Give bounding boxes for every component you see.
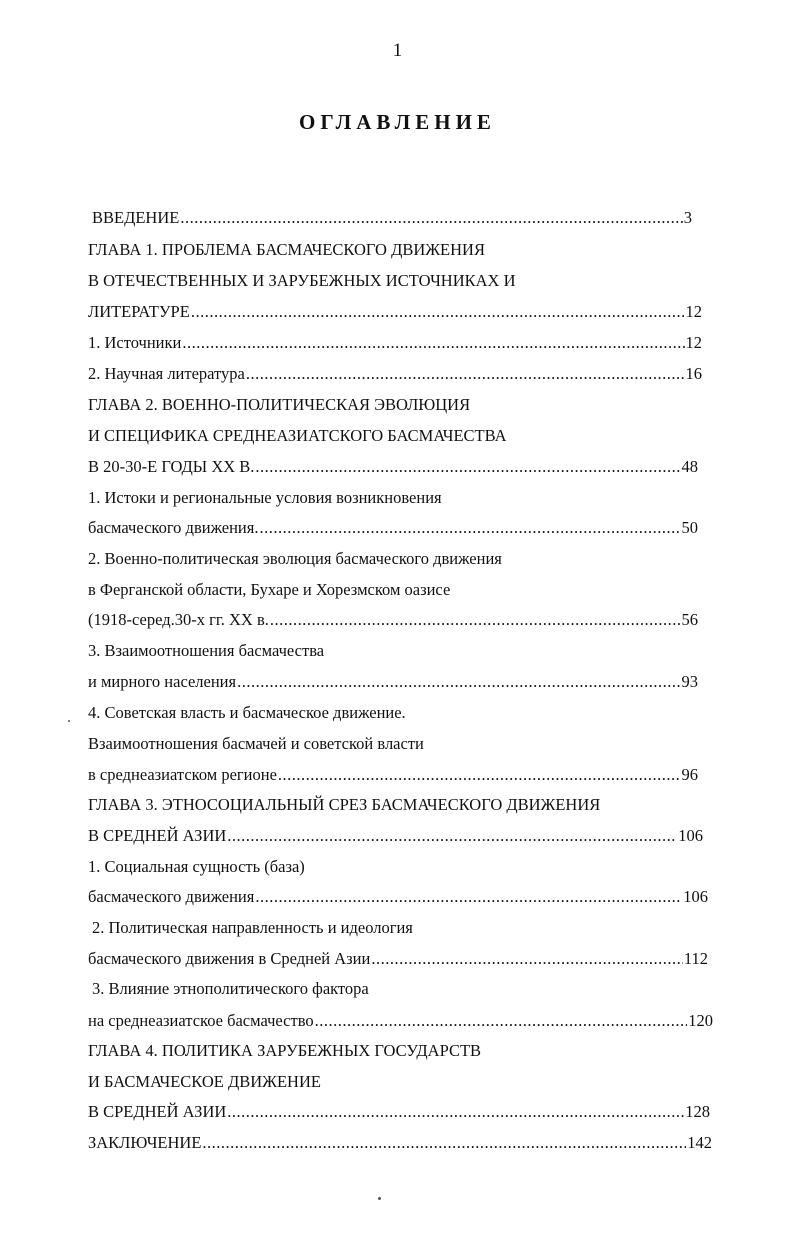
dot-leader (371, 949, 683, 969)
toc-entry-label: ГЛАВА 4. ПОЛИТИКА ЗАРУБЕЖНЫХ ГОСУДАРСТВ (88, 1041, 482, 1060)
toc-entry-page: 3 (683, 208, 692, 227)
toc-entry (88, 302, 702, 322)
dot-leader (202, 1133, 686, 1153)
toc-entry (88, 333, 702, 353)
toc-entry-label: басмаческого движения. (88, 518, 259, 537)
dot-leader (227, 826, 677, 846)
toc-entry-page: 16 (685, 364, 702, 383)
toc-entry-page: 48 (681, 457, 698, 476)
toc-entry (88, 1011, 713, 1031)
scan-speck (378, 1197, 381, 1200)
toc-entry (88, 240, 485, 260)
scan-speck (68, 720, 70, 722)
dot-leader (191, 302, 685, 322)
toc-entry-label: И БАСМАЧЕСКОЕ ДВИЖЕНИЕ (88, 1072, 321, 1091)
toc-entry-label: 1. Истоки и региональные условия возникновения (88, 488, 442, 507)
toc-entry (88, 1102, 710, 1122)
toc-entry (88, 610, 698, 630)
toc-entry-page: 50 (681, 518, 698, 537)
toc-entry-label: В СРЕДНЕЙ АЗИИ (88, 826, 227, 845)
toc-entry-label: 2. Научная литература (88, 364, 245, 383)
toc-entry-page: 106 (683, 887, 708, 906)
toc-entry (88, 1133, 712, 1153)
toc-title: ОГЛАВЛЕНИЕ (299, 110, 496, 134)
dot-leader (315, 1011, 688, 1031)
toc-entry (88, 580, 450, 600)
toc-entry (88, 271, 516, 291)
toc-entry (88, 857, 305, 877)
toc-entry (92, 208, 692, 228)
toc-entry-label: (1918-серед.30-х гг. XX в. (88, 610, 269, 629)
dot-leader (237, 672, 680, 692)
toc-entry-label: И СПЕЦИФИКА СРЕДНЕАЗИАТСКОГО БАСМАЧЕСТВА (88, 426, 507, 445)
toc-entry (88, 795, 600, 815)
toc-entry-label: ЛИТЕРАТУРЕ (88, 302, 190, 321)
toc-entry (88, 518, 698, 538)
dot-leader (182, 333, 684, 353)
toc-entry-label: ВВЕДЕНИЕ (92, 208, 180, 227)
toc-entry (92, 979, 369, 999)
toc-entry (88, 672, 698, 692)
toc-entry-page: 56 (681, 610, 698, 629)
toc-entry-label: 2. Военно-политическая эволюция басмаческого движения (88, 549, 502, 568)
toc-entry-page: 12 (685, 333, 702, 352)
toc-entry-label: В ОТЕЧЕСТВЕННЫХ И ЗАРУБЕЖНЫХ ИСТОЧНИКАХ И (88, 271, 516, 290)
toc-entry (88, 1041, 481, 1061)
toc-entry-label: 2. Политическая направленность и идеология (92, 918, 413, 937)
toc-entry (88, 949, 708, 969)
toc-entry (88, 426, 507, 446)
dot-leader (259, 518, 680, 538)
toc-entry-label: в Ферганской области, Бухаре и Хорезмском оазисе (88, 580, 451, 599)
toc-entry-page: 106 (678, 826, 703, 845)
dot-leader (255, 887, 682, 907)
toc-entry (88, 395, 470, 415)
page-number: 1 (392, 40, 403, 61)
toc-entry-label: и мирного населения (88, 672, 237, 691)
toc-entry-label: 1. Социальная сущность (база) (88, 857, 305, 876)
toc-entry (88, 703, 406, 723)
toc-entry-page: 128 (685, 1102, 710, 1121)
dot-leader (227, 1102, 684, 1122)
toc-entry (88, 826, 703, 846)
dot-leader (255, 457, 680, 477)
toc-entry-label: на среднеазиатское басмачество (88, 1011, 314, 1030)
toc-entry (88, 549, 502, 569)
toc-entry-label: басмаческого движения (88, 887, 255, 906)
dot-leader (246, 364, 685, 384)
toc-entry-label: В СРЕДНЕЙ АЗИИ (88, 1102, 227, 1121)
toc-entry-label: ГЛАВА 2. ВОЕННО-ПОЛИТИЧЕСКАЯ ЭВОЛЮЦИЯ (88, 395, 471, 414)
toc-entry (88, 734, 424, 754)
toc-entry-page: 120 (688, 1011, 713, 1030)
toc-entry (88, 488, 442, 508)
toc-entry (92, 918, 413, 938)
toc-entry (88, 1072, 321, 1092)
toc-entry-label: ЗАКЛЮЧЕНИЕ (88, 1133, 202, 1152)
toc-entry-page: 93 (681, 672, 698, 691)
toc-entry-label: 1. Источники (88, 333, 182, 352)
toc-entry-label: ГЛАВА 3. ЭТНОСОЦИАЛЬНЫЙ СРЕЗ БАСМАЧЕСКОГО ДВИЖЕНИЯ (88, 795, 601, 814)
toc-entry-label: В 20-30-Е ГОДЫ XX В. (88, 457, 255, 476)
dot-leader (278, 765, 681, 785)
toc-entry-page: 142 (687, 1133, 712, 1152)
toc-entry-label: в среднеазиатском регионе (88, 765, 277, 784)
toc-entry (88, 457, 698, 477)
toc-entry (88, 887, 708, 907)
toc-entry-label: ГЛАВА 1. ПРОБЛЕМА БАСМАЧЕСКОГО ДВИЖЕНИЯ (88, 240, 485, 259)
toc-entry (88, 641, 324, 661)
toc-entry-page: 96 (681, 765, 698, 784)
toc-entry-label: 4. Советская власть и басмаческое движение. (88, 703, 406, 722)
dot-leader (270, 610, 681, 630)
toc-entry-page: 12 (685, 302, 702, 321)
toc-entry (88, 765, 698, 785)
toc-entry-label: басмаческого движения в Средней Азии (88, 949, 371, 968)
toc-entry-label: 3. Влияние этнополитического фактора (92, 979, 369, 998)
dot-leader (180, 208, 682, 228)
toc-entry-label: 3. Взаимоотношения басмачества (88, 641, 325, 660)
toc-entry-label: Взаимоотношения басмачей и советской власти (88, 734, 424, 753)
toc-entry (88, 364, 702, 384)
toc-entry-page: 112 (683, 949, 708, 968)
